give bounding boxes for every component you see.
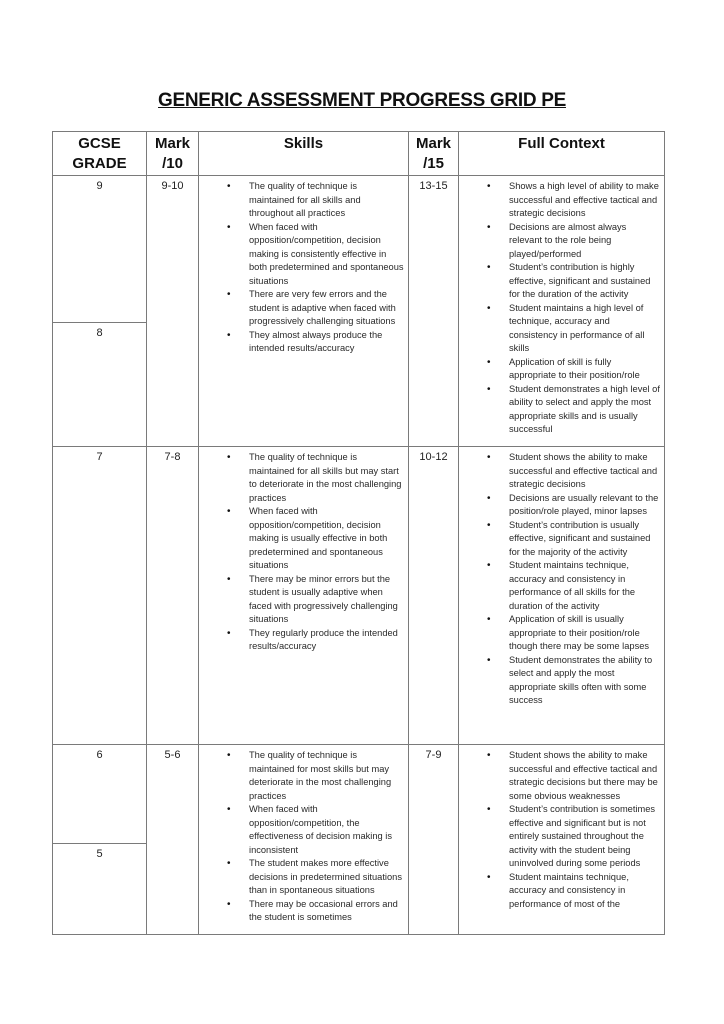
grade-cell: 5 xyxy=(53,844,147,935)
table-row xyxy=(53,176,665,323)
mark10-cell: 9-10 xyxy=(147,176,199,447)
bullet-item: • Decisions are almost always relevant to the role being played/performed xyxy=(509,221,660,262)
skills-list xyxy=(199,176,408,356)
bullet-item: • The student makes more effective decisions in predetermined situations than in spontaneous situations xyxy=(249,857,404,898)
header-gcse-grade: GCSE GRADE xyxy=(53,132,147,176)
mark15-cell: 10-12 xyxy=(409,447,459,745)
document-title: GENERIC ASSESSMENT PROGRESS GRID PE xyxy=(158,90,566,111)
bullet-item: • When faced with opposition/competition, the effectiveness of decision making is inconsistent xyxy=(249,803,404,857)
grade-cell: 7 xyxy=(53,447,147,745)
bullet-item: • Shows a high level of ability to make successful and effective tactical and strategic decisions xyxy=(509,180,660,221)
skills-cell xyxy=(199,745,409,935)
grade-cell: 8 xyxy=(53,323,147,447)
bullet-item: • The quality of technique is maintained for all skills and throughout all practices xyxy=(249,180,404,221)
bullet-item: • Application of skill is fully appropriate to their position/role xyxy=(509,356,660,383)
bullet-item: • There may be occasional errors and the student is sometimes xyxy=(249,898,404,925)
bullet-item: • Student’s contribution is highly effective, significant and sustained for the duration of the activity xyxy=(509,261,660,302)
context-list xyxy=(459,447,664,708)
bullet-item: • Student shows the ability to make successful and effective tactical and strategic decisions xyxy=(509,451,660,492)
bullet-item: • They regularly produce the intended results/accuracy xyxy=(249,627,404,654)
mark10-cell: 7-8 xyxy=(147,447,199,745)
table-row xyxy=(53,447,665,745)
skills-cell xyxy=(199,176,409,447)
bullet-item: • There are very few errors and the student is adaptive when faced with progressively challenging situations xyxy=(249,288,404,329)
bullet-item: • There may be minor errors but the student is usually adaptive when faced with progressively challenging situations xyxy=(249,573,404,627)
skills-list xyxy=(199,447,408,654)
header-mark-10: Mark /10 xyxy=(147,132,199,176)
context-cell xyxy=(459,447,665,745)
bullet-item: • Decisions are usually relevant to the position/role played, minor lapses xyxy=(509,492,660,519)
header-mark-15: Mark /15 xyxy=(409,132,459,176)
bullet-item: • Student’s contribution is sometimes effective and significant but is not entirely sustained throughout the activity with the student being uninvolved during some periods xyxy=(509,803,660,871)
bullet-item: • Student demonstrates the ability to select and apply the most appropriate skills often with some success xyxy=(509,654,660,708)
context-cell xyxy=(459,745,665,935)
bullet-item: • When faced with opposition/competition, decision making is consistently effective in both predetermined and spontaneous situations xyxy=(249,221,404,289)
mark15-cell: 13-15 xyxy=(409,176,459,447)
mark10-cell: 5-6 xyxy=(147,745,199,935)
grade-cell: 9 xyxy=(53,176,147,323)
table-row xyxy=(53,745,665,844)
skills-list xyxy=(199,745,408,925)
bullet-item: • Student maintains technique, accuracy and consistency in performance of all skills for the duration of the activity xyxy=(509,559,660,613)
context-cell xyxy=(459,176,665,447)
bullet-item: • Student maintains technique, accuracy and consistency in performance of most of the xyxy=(509,871,660,912)
bullet-item: • Student shows the ability to make successful and effective tactical and strategic decisions but there may be some obvious weaknesses xyxy=(509,749,660,803)
bullet-item: • Student maintains a high level of technique, accuracy and consistency in performance of all skills xyxy=(509,302,660,356)
assessment-grid xyxy=(52,131,665,935)
header-skills: Skills xyxy=(199,132,409,176)
context-list xyxy=(459,745,664,911)
grade-cell: 6 xyxy=(53,745,147,844)
header-row xyxy=(53,132,665,176)
skills-cell xyxy=(199,447,409,745)
mark15-cell: 7-9 xyxy=(409,745,459,935)
bullet-item: • Student’s contribution is usually effective, significant and sustained for the majority of the activity xyxy=(509,519,660,560)
bullet-item: • Application of skill is usually appropriate to their position/role though there may be some lapses xyxy=(509,613,660,654)
header-full-context: Full Context xyxy=(459,132,665,176)
context-list xyxy=(459,176,664,437)
bullet-item: • The quality of technique is maintained for most skills but may deteriorate in the most challenging practices xyxy=(249,749,404,803)
bullet-item: • When faced with opposition/competition, decision making is usually effective in both predetermined and spontaneous situations xyxy=(249,505,404,573)
bullet-item: • Student demonstrates a high level of ability to select and apply the most appropriate skills and is usually successful xyxy=(509,383,660,437)
bullet-item: • They almost always produce the intended results/accuracy xyxy=(249,329,404,356)
bullet-item: • The quality of technique is maintained for all skills but may start to deteriorate in the most challenging practices xyxy=(249,451,404,505)
